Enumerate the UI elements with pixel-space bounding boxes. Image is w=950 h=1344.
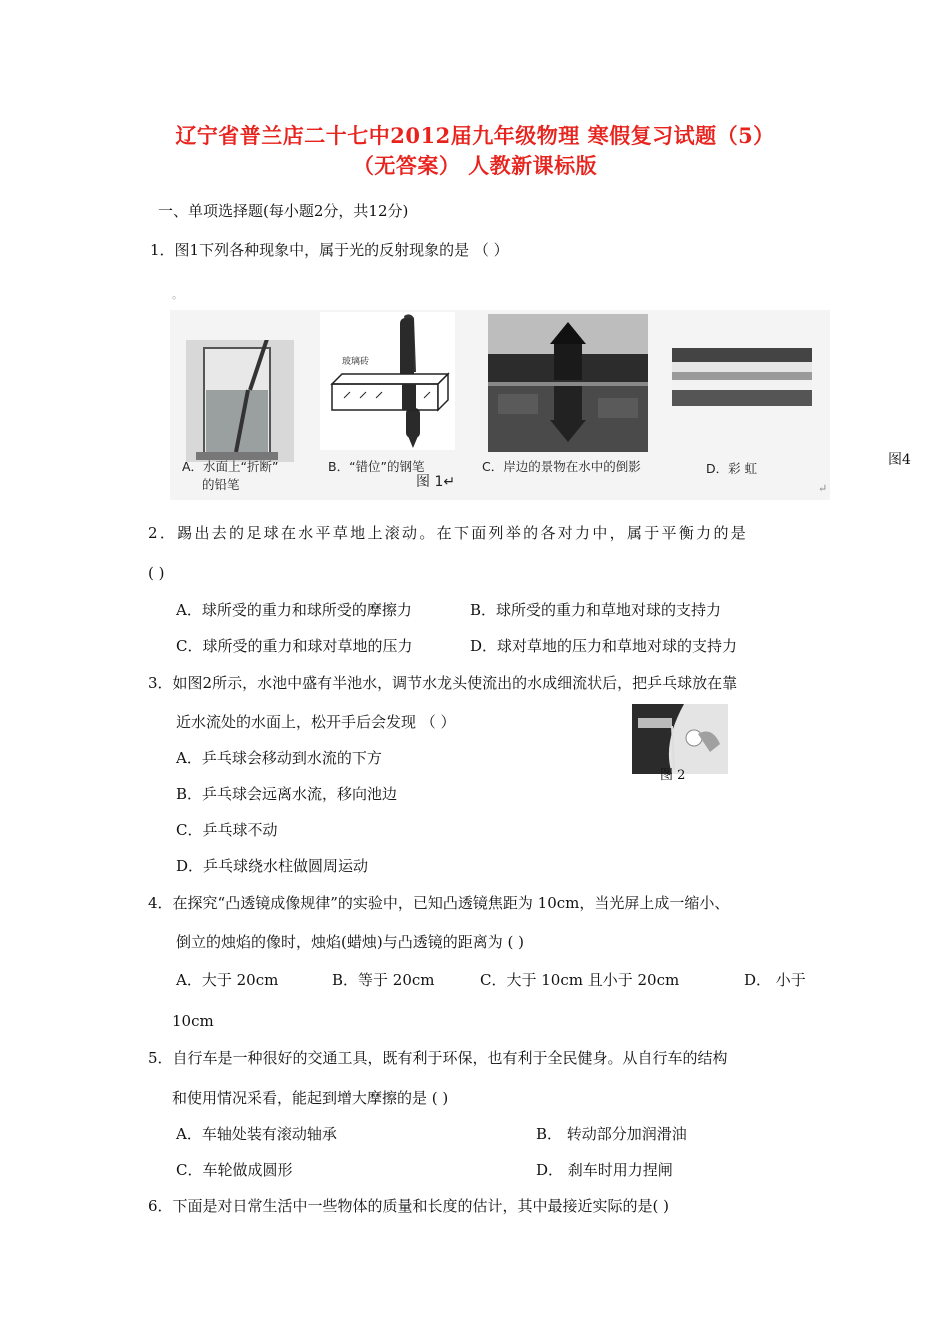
- q4-option-c: C．大于 10cm 且小于 20cm: [480, 971, 680, 989]
- page-title-line2: （无答案） 人教新课标版: [352, 153, 598, 178]
- caption-a-line1: A．水面上“折断”: [182, 459, 279, 474]
- q5-option-d: D． 刹车时用力捏闸: [536, 1161, 673, 1179]
- q4-option-b: B．等于 20cm: [332, 971, 435, 989]
- caption-a-line2: 的铅笔: [202, 477, 240, 492]
- q5-option-c: C．车轮做成圆形: [176, 1161, 293, 1179]
- caption-c: C．岸边的景物在水中的倒影: [482, 459, 641, 474]
- q1-stem: 1．图1下列各种现象中，属于光的反射现象的是 （ ）: [150, 241, 509, 259]
- figure-2-photo: [632, 704, 728, 774]
- glass-block-label: 玻璃砖: [342, 357, 370, 367]
- q3-option-b: B．乒乓球会远离水流，移向池边: [176, 785, 398, 803]
- q2-paren: ( ): [148, 564, 165, 582]
- q2-option-a: A．球所受的重力和球所受的摩擦力: [176, 601, 412, 619]
- figure-1-label: 图 1↵: [416, 474, 456, 490]
- q3-option-a: A．乒乓球会移动到水流的下方: [176, 749, 382, 767]
- page-title-line1: 辽宁省普兰店二十七中2012届九年级物理 寒假复习试题（5）: [175, 123, 775, 148]
- q3-option-d: D．乒乓球绕水柱做圆周运动: [176, 857, 369, 875]
- q2-option-d: D．球对草地的压力和草地对球的支持力: [470, 637, 738, 655]
- q4-stem-line2: 倒立的烛焰的像时，烛焰(蜡烛)与凸透镜的距离为 ( ): [176, 933, 524, 951]
- figure-4-label: 图4: [888, 452, 911, 468]
- q2-option-c: C．球所受的重力和球对草地的压力: [176, 637, 413, 655]
- q5-option-a: A．车轴处装有滚动轴承: [176, 1125, 337, 1143]
- q2-stem: 2．踢出去的足球在水平草地上滚动。在下面列举的各对力中，属于平衡力的是: [148, 524, 749, 542]
- q5-stem-line2: 和使用情况采看，能起到增大摩擦的是 ( ): [172, 1089, 449, 1107]
- q3-stem-line1: 3．如图2所示，水池中盛有半池水，调节水龙头使流出的水成细流状后，把乒乓球放在靠: [148, 674, 738, 692]
- figure-2-label: 图 2: [660, 768, 686, 783]
- paragraph-mark: ↵: [818, 482, 828, 495]
- figure-1b-drawing: [320, 312, 455, 450]
- q5-stem-line1: 5．自行车是一种很好的交通工具，既有利于环保，也有利于全民健身。从自行车的结构: [148, 1049, 728, 1067]
- q5-option-b: B． 转动部分加润滑油: [536, 1125, 687, 1143]
- figure-1: [170, 310, 830, 500]
- figure-1d-photo: [672, 348, 812, 406]
- caption-d: D．彩 虹: [706, 461, 758, 476]
- q2-option-b: B．球所受的重力和草地对球的支持力: [470, 601, 722, 619]
- caption-b: B．“错位”的钢笔: [328, 459, 425, 474]
- q4-stem-line1: 4．在探究“凸透镜成像规律”的实验中，已知凸透镜焦距为 10cm，当光屏上成一缩小、: [148, 894, 730, 912]
- section-header: 一、单项选择题(每小题2分，共12分): [158, 202, 409, 220]
- q3-option-c: C．乒乓球不动: [176, 821, 278, 839]
- q4-option-d: D． 小于: [744, 971, 806, 989]
- q4-option-a: A．大于 20cm: [176, 971, 279, 989]
- figure-1c-photo: [488, 314, 648, 452]
- q4-option-d-cont: 10cm: [172, 1012, 214, 1030]
- q1-dot: 。: [172, 288, 183, 301]
- q3-stem-line2: 近水流处的水面上，松开手后会发现 （ ）: [176, 713, 456, 731]
- figure-1a-photo: [186, 340, 294, 462]
- q6-stem: 6．下面是对日常生活中一些物体的质量和长度的估计，其中最接近实际的是( ): [148, 1197, 670, 1215]
